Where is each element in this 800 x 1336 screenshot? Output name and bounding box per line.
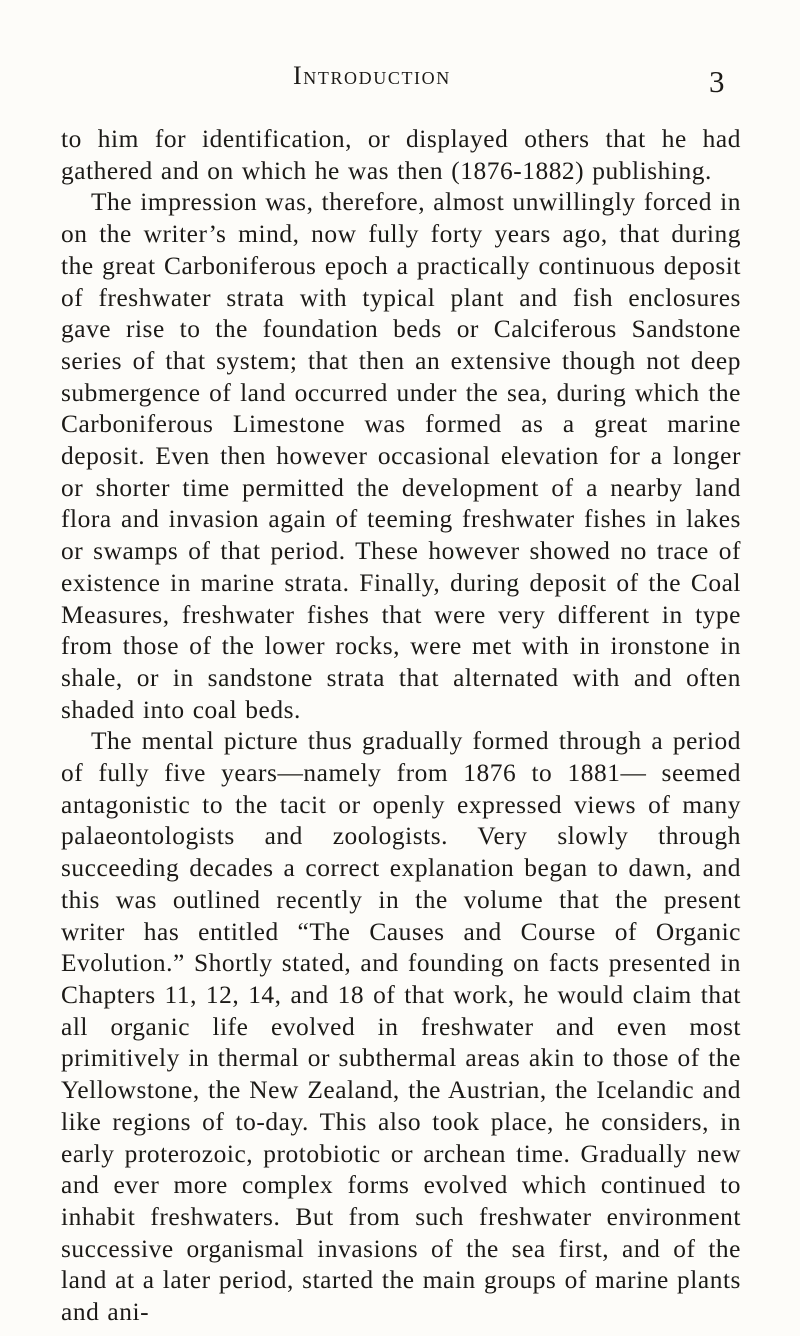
body-text — [61, 124, 741, 1329]
page-number: 3 — [709, 64, 725, 99]
running-title: Introduction — [293, 61, 451, 90]
paragraph: The mental picture thus gradually formed through a period of fully five years—namely from 1876 to 1881— seemed antagonistic to the tacit or openly expressed views of many palaeontologists and zoologists. Very slowly through succeeding decades a correct explanation began to dawn, and this was outlined recently in the volume that the present writer has entitled “The Causes and Course of Organic Evolution.” Shortly stated, and founding on facts presented in Chapters 11, 12, 14, and 18 of that work, he would claim that all organic life evolved in freshwater and even most primitively in thermal or subthermal areas akin to those of the Yellowstone, the New Zealand, the Austrian, the Icelandic and like regions of to-day. This also took place, he considers, in early proterozoic, protobiotic or archean time. Gradually new and ever more complex forms evolved which continued to inhabit freshwaters. But from such freshwater environment successive organismal invasions of the sea first, and of the land at a later period, started the main groups of marine plants and ani- — [61, 727, 741, 1327]
paragraph: The impression was, therefore, almost unwillingly forced in on the writer’s mind, now fully forty years ago, that during the great Carboniferous epoch a practically continuous deposit of freshwater strata with typical plant and fish enclosures gave rise to the foundation beds or Calciferous Sandstone series of that system; that then an extensive though not deep submergence of land occurred under the sea, during which the Carboniferous Limestone was formed as a great marine deposit. Even then however occasional elevation for a longer or shorter time permitted the development of a nearby land flora and invasion again of teeming freshwater fishes in lakes or swamps of that period. These however showed no trace of existence in marine strata. Finally, during deposit of the Coal Measures, freshwater fishes that were very different in type from those of the lower rocks, were met with in ironstone in shale, or in sandstone strata that alternated with and often shaded into coal beds. — [61, 188, 741, 724]
running-header — [0, 58, 800, 102]
paragraph-continued: to him for identification, or displayed others that he had gathered and on which he was then (1876-1882) publishing. — [61, 125, 741, 185]
